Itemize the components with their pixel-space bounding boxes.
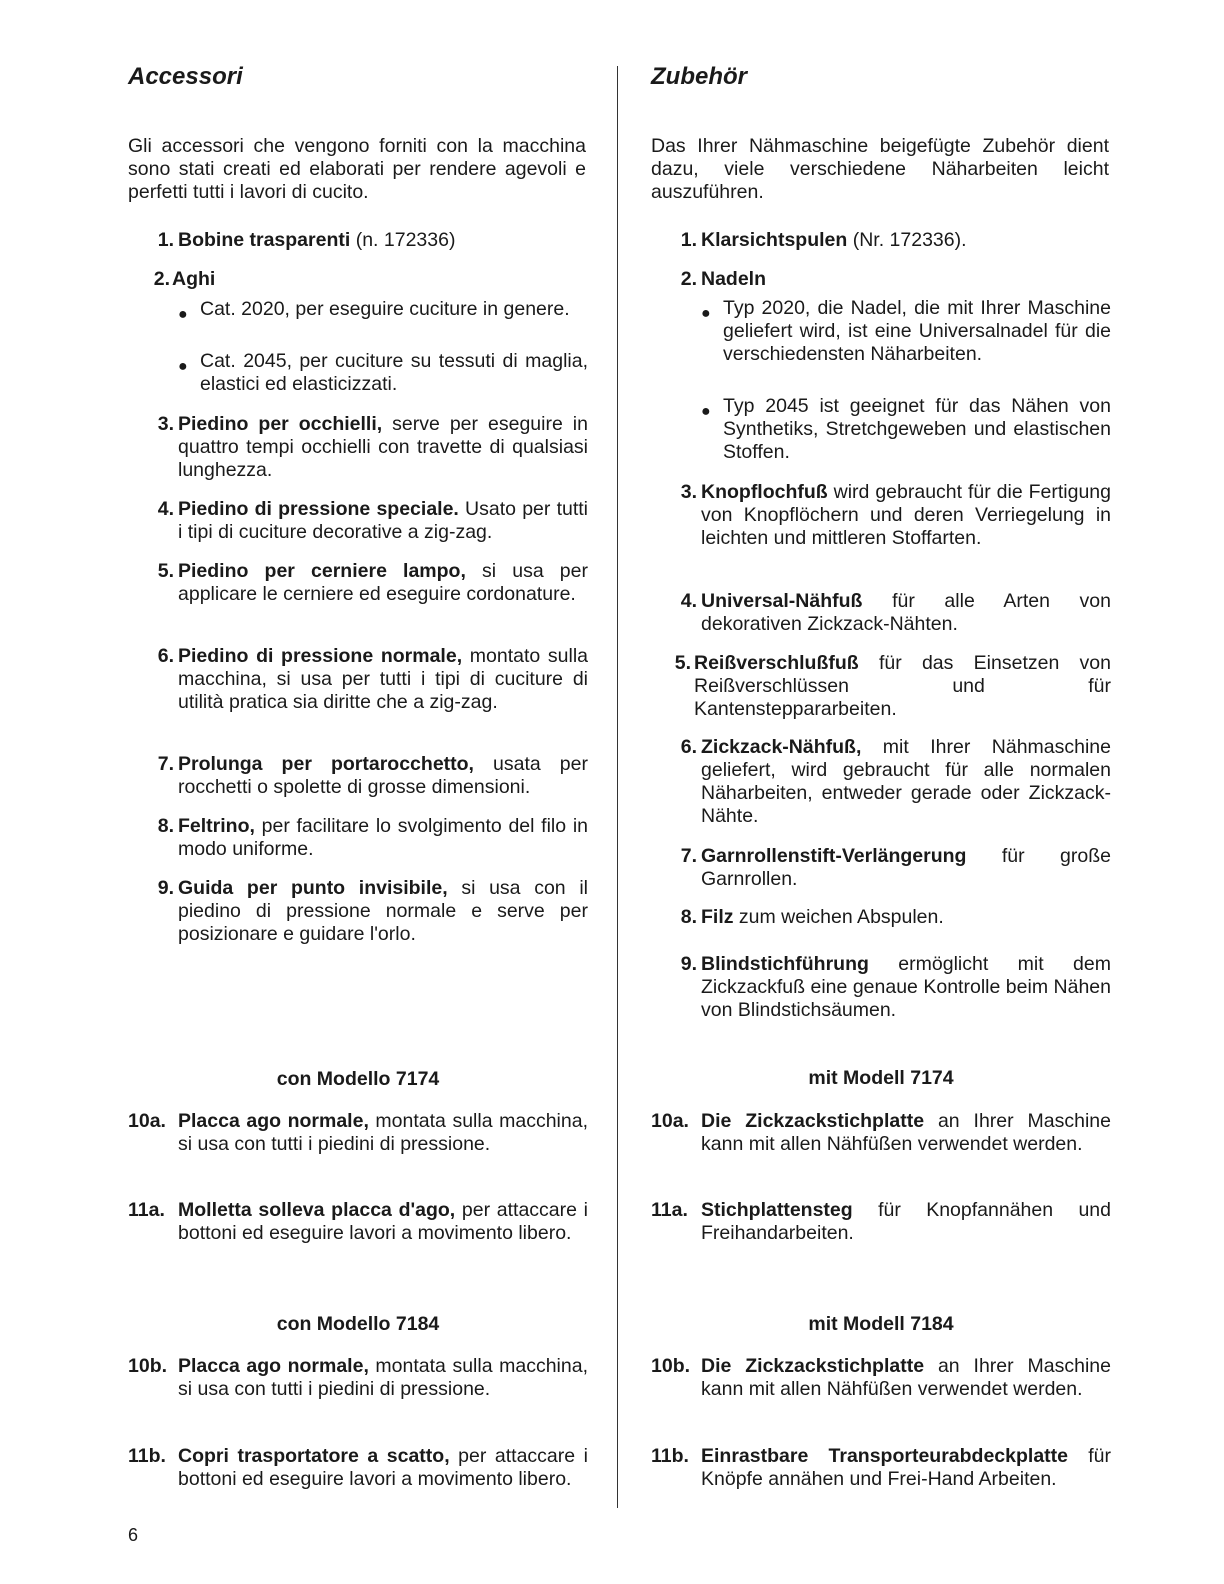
item-number: 7. <box>157 753 174 775</box>
item-desc: für das Einsetzen von Reißverschlüssen und für Kantensteppararbeiten. <box>694 652 1111 720</box>
item-number: 5. <box>157 560 174 582</box>
italian-intro: Gli accessori che vengono forniti con la macchina sono stati creati ed elaborati per rendere agevoli e perfetti tutti i lavori di cucito. <box>128 135 586 203</box>
item-desc: zum weichen Abspulen. <box>733 906 944 928</box>
list-item <box>128 498 588 544</box>
item-number: 3. <box>680 481 697 503</box>
item-term: Molletta solleva placca d'ago, <box>178 1199 456 1221</box>
item-desc: per attaccare i bottoni ed eseguire lavori a movimento libero. <box>178 1445 588 1490</box>
item-term: Copri trasportatore a scatto, <box>178 1445 450 1467</box>
bullet-icon: ● <box>178 306 188 323</box>
item-desc: montata sulla macchina, si usa con tutti i piedini di pressione. <box>178 1355 588 1400</box>
item-number: 4. <box>680 590 697 612</box>
bullet-icon: ● <box>701 305 711 322</box>
needle-item <box>651 395 1111 464</box>
list-item <box>128 645 588 714</box>
list-item <box>128 1445 588 1491</box>
list-item <box>651 906 1111 929</box>
item-desc: an Ihrer Maschine kann mit allen Nähfüßen verwendet werden. <box>701 1355 1111 1400</box>
item-term: Prolunga per portarocchetto, <box>178 753 474 775</box>
item-term: Blindstichführung <box>701 953 869 975</box>
german-intro: Das Ihrer Nähmaschine beigefügte Zubehör dient dazu, viele verschiedene Näharbeiten leicht auszuführen. <box>651 135 1109 203</box>
list-item <box>128 1199 588 1245</box>
item-term: Guida per punto invisibile, <box>178 877 448 899</box>
needle-text: Typ 2045 ist geeignet für das Nähen von Synthetiks, Stretchgeweben und elastischen Stoffen. <box>723 395 1111 463</box>
item-desc: für Knopfannähen und Freihandarbeiten. <box>701 1199 1111 1244</box>
page-number: 6 <box>128 1525 139 1545</box>
list-item <box>128 815 588 861</box>
item-number: 8. <box>680 906 697 928</box>
german-title: Zubehör <box>651 63 747 90</box>
item-term: Piedino per cerniere lampo, <box>178 560 466 582</box>
list-item <box>128 1110 588 1156</box>
item-term: Klarsichtspulen <box>701 229 848 251</box>
list-item <box>651 1445 1111 1491</box>
list-item <box>651 1110 1111 1156</box>
model-7184-heading: mit Modell 7184 <box>808 1313 954 1335</box>
item-desc: ermöglicht mit dem Zickzackfuß eine genaue Kontrolle beim Nähen von Blindstichsäumen. <box>701 953 1111 1021</box>
item-number: 11a. <box>128 1199 165 1221</box>
item-term: Bobine trasparenti <box>178 229 351 251</box>
item-number: 11b. <box>128 1445 166 1467</box>
model-7174-heading: con Modello 7174 <box>276 1068 440 1090</box>
item-desc: wird gebraucht für die Fertigung von Knopflöchern und deren Verriegelung in leichten und mittleren Stoffarten. <box>701 481 1111 549</box>
list-item <box>651 1355 1111 1401</box>
item-term: Aghi <box>172 268 216 290</box>
item-number: 10b. <box>651 1355 691 1377</box>
list-item <box>128 753 588 799</box>
item-term: Einrastbare Transporteurabdeckplatte <box>701 1445 1069 1467</box>
item-desc: montato sulla macchina, si usa per tutti i tipi di cuciture di utilità pratica sia diritte che a zig-zag. <box>178 645 588 713</box>
item-term: Garnrollenstift-Verlängerung <box>701 845 967 867</box>
item-term: Piedino di pressione normale, <box>178 645 463 667</box>
item-number: 8. <box>157 815 174 837</box>
item-desc: (Nr. 172336). <box>847 229 967 251</box>
list-item <box>651 845 1111 891</box>
item-number: 11a. <box>651 1199 688 1221</box>
item-term: Stichplattensteg <box>701 1199 853 1221</box>
item-number: 9. <box>680 953 697 975</box>
item-number: 3. <box>157 413 174 435</box>
needle-text: Typ 2020, die Nadel, die mit Ihrer Maschine geliefert wird, ist eine Universalnadel für die verschiedensten Näharbeiten. <box>723 297 1111 365</box>
item-term: Die Zickzackstichplatte <box>701 1110 925 1132</box>
item-term: Placca ago normale, <box>178 1355 369 1377</box>
list-item <box>651 1199 1111 1245</box>
item-desc: für große Garnrollen. <box>701 845 1111 890</box>
list-item <box>128 560 588 606</box>
item-number: 10b. <box>128 1355 168 1377</box>
item-desc: für Knöpfe annähen und Frei-Hand Arbeiten. <box>701 1445 1111 1490</box>
item-term: Piedino di pressione speciale. <box>178 498 459 520</box>
list-item <box>651 590 1111 636</box>
item-number: 11b. <box>651 1445 689 1467</box>
item-desc: mit Ihrer Nähmaschine geliefert, wird gebraucht für alle normalen Näharbeiten, entweder gerade oder Zickzack-Nähte. <box>701 736 1111 827</box>
column-divider <box>617 66 618 1508</box>
list-item <box>128 413 588 482</box>
needle-item <box>651 297 1111 366</box>
item-desc: an Ihrer Maschine kann mit allen Nähfüßen verwendet werden. <box>701 1110 1111 1155</box>
item-desc: für alle Arten von dekorativen Zickzack-Nähten. <box>701 590 1111 635</box>
list-item <box>651 268 1111 291</box>
needle-item <box>128 350 588 396</box>
model-7174-heading: mit Modell 7174 <box>808 1067 954 1089</box>
item-number: 10a. <box>128 1110 166 1132</box>
list-item <box>651 953 1111 1022</box>
needle-item <box>128 298 588 321</box>
list-item <box>651 736 1111 828</box>
list-item <box>128 229 588 252</box>
item-desc: per attaccare i bottoni ed eseguire lavori a movimento libero. <box>178 1199 588 1244</box>
italian-title: Accessori <box>128 63 243 90</box>
item-desc: per facilitare lo svolgimento del filo in modo uniforme. <box>178 815 588 860</box>
item-term: Filz <box>701 906 734 928</box>
item-number: 5. <box>674 652 691 674</box>
needle-text: Cat. 2045, per cuciture su tessuti di maglia, elastici ed elasticizzati. <box>200 350 588 395</box>
item-desc: si usa per applicare le cerniere ed eseguire cordonature. <box>178 560 588 605</box>
item-desc: usata per rocchetti o spolette di grosse dimensioni. <box>178 753 588 798</box>
item-number: 4. <box>157 498 174 520</box>
item-desc: si usa con il piedino di pressione normale e serve per posizionare e guidare l'orlo. <box>178 877 588 945</box>
list-item <box>128 1355 588 1401</box>
item-desc: montata sulla macchina, si usa con tutti i piedini di pressione. <box>178 1110 588 1155</box>
item-desc: serve per eseguire in quattro tempi occhielli con travette di qualsiasi lunghezza. <box>178 413 588 481</box>
list-item <box>128 877 588 946</box>
item-term: Feltrino, <box>178 815 255 837</box>
item-term: Universal-Nähfuß <box>701 590 863 612</box>
item-number: 2. <box>153 268 170 290</box>
item-desc: (n. 172336) <box>350 229 456 251</box>
list-item <box>651 652 1111 721</box>
item-term: Zickzack-Nähfuß, <box>701 736 862 758</box>
item-number: 1. <box>680 229 697 251</box>
item-number: 9. <box>157 877 174 899</box>
model-7184-heading: con Modello 7184 <box>276 1313 440 1335</box>
item-term: Nadeln <box>701 268 767 290</box>
item-number: 2. <box>680 268 697 290</box>
list-item <box>128 268 588 291</box>
item-number: 1. <box>157 229 174 251</box>
item-term: Piedino per occhielli, <box>178 413 383 435</box>
list-item <box>651 229 1111 252</box>
item-number: 6. <box>157 645 174 667</box>
item-term: Placca ago normale, <box>178 1110 369 1132</box>
item-term: Die Zickzackstichplatte <box>701 1355 925 1377</box>
item-number: 6. <box>680 736 697 758</box>
item-number: 7. <box>680 845 697 867</box>
item-desc: Usato per tutti i tipi di cuciture decorative a zig-zag. <box>178 498 589 543</box>
list-item <box>651 481 1111 550</box>
needle-text: Cat. 2020, per eseguire cuciture in genere. <box>200 298 570 320</box>
item-term: Knopflochfuß <box>701 481 828 503</box>
bullet-icon: ● <box>701 403 711 420</box>
item-term: Reißverschlußfuß <box>694 652 859 674</box>
item-number: 10a. <box>651 1110 689 1132</box>
bullet-icon: ● <box>178 358 188 375</box>
